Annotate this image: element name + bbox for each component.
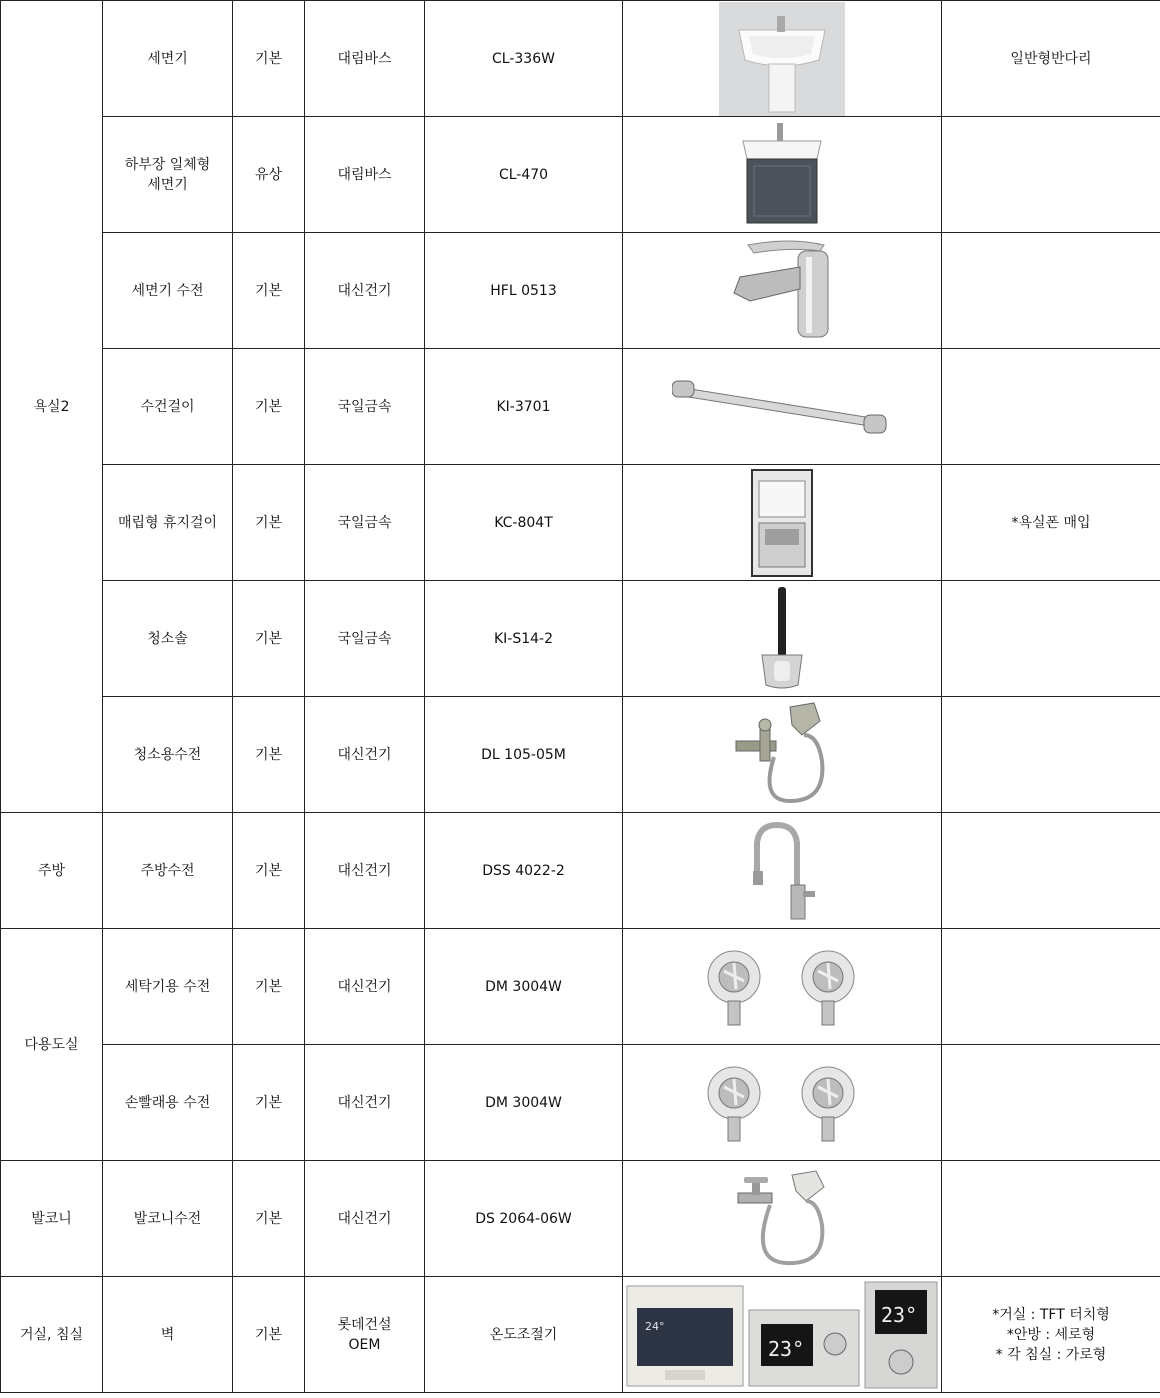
small-display-text: 23° (768, 1336, 805, 1361)
table-row (1, 813, 1160, 929)
spec-cell: 기본 (233, 1277, 305, 1393)
item-cell: 청소솔 (103, 581, 233, 697)
product-image-cell (623, 117, 942, 233)
item-cell: 세탁기용 수전 (103, 929, 233, 1045)
table-row (1, 465, 1160, 581)
table-row (1, 697, 1160, 813)
table-row (1, 581, 1160, 697)
area-cell: 주방 (1, 813, 103, 929)
model-cell: CL-470 (425, 117, 623, 233)
maker-cell: 대신건기 (305, 233, 425, 349)
item-cell: 세면기 (103, 1, 233, 117)
product-image-cell (623, 697, 942, 813)
product-image-cell (623, 1, 942, 117)
panel-temp-text: 24° (645, 1319, 665, 1333)
kitchen-faucet-icon (747, 821, 817, 921)
spec-cell: 기본 (233, 1045, 305, 1161)
spec-cell: 기본 (233, 1, 305, 117)
table-row (1, 1161, 1160, 1277)
vanity-cabinet-basin-icon (737, 123, 827, 227)
item-cell: 하부장 일체형 세면기 (103, 117, 233, 233)
model-cell: DL 105-05M (425, 697, 623, 813)
wall-basin-icon (719, 2, 845, 116)
maker-cell: 롯데건설 OEM (305, 1277, 425, 1393)
note-cell (942, 1045, 1160, 1161)
note-cell: *욕실폰 매입 (942, 465, 1160, 581)
spec-cell: 기본 (233, 465, 305, 581)
area-cell: 다용도실 (1, 929, 103, 1161)
model-cell: CL-336W (425, 1, 623, 117)
model-cell: HFL 0513 (425, 233, 623, 349)
note-cell (942, 233, 1160, 349)
recessed-paper-holder-icon (751, 469, 813, 577)
item-cell: 손빨래용 수전 (103, 1045, 233, 1161)
model-cell: DS 2064-06W (425, 1161, 623, 1277)
table-row (1, 929, 1160, 1045)
item-cell: 수건걸이 (103, 349, 233, 465)
product-image-cell (623, 349, 942, 465)
model-cell: DSS 4022-2 (425, 813, 623, 929)
item-cell: 청소용수전 (103, 697, 233, 813)
model-cell: DM 3004W (425, 929, 623, 1045)
note-cell (942, 581, 1160, 697)
product-image-cell (623, 1045, 942, 1161)
product-image-cell (623, 1277, 942, 1393)
table-row (1, 233, 1160, 349)
note-cell (942, 929, 1160, 1045)
washer-valve-pair-icon (704, 1061, 860, 1145)
maker-cell: 대신건기 (305, 813, 425, 929)
item-cell: 발코니수전 (103, 1161, 233, 1277)
model-cell: KC-804T (425, 465, 623, 581)
note-cell: 일반형반다리 (942, 1, 1160, 117)
spec-cell: 기본 (233, 697, 305, 813)
spec-cell: 기본 (233, 233, 305, 349)
spec-cell: 기본 (233, 581, 305, 697)
note-cell (942, 697, 1160, 813)
model-cell: DM 3004W (425, 1045, 623, 1161)
spec-cell: 기본 (233, 929, 305, 1045)
model-cell: KI-S14-2 (425, 581, 623, 697)
table-row (1, 117, 1160, 233)
table-row (1, 1045, 1160, 1161)
maker-cell: 대신건기 (305, 1161, 425, 1277)
product-image-cell (623, 813, 942, 929)
towel-bar-icon (672, 377, 892, 437)
large-display-text: 23° (881, 1302, 918, 1327)
product-image-cell (623, 581, 942, 697)
maker-cell: 대신건기 (305, 697, 425, 813)
item-cell: 주방수전 (103, 813, 233, 929)
balcony-faucet-icon (730, 1169, 834, 1269)
table-row (1, 1277, 1160, 1393)
maker-cell: 대림바스 (305, 117, 425, 233)
area-cell: 거실, 침실 (1, 1277, 103, 1393)
note-cell (942, 117, 1160, 233)
thermostat-set-icon (625, 1280, 939, 1390)
spec-cell: 기본 (233, 1161, 305, 1277)
item-cell: 매립형 휴지걸이 (103, 465, 233, 581)
basin-faucet-icon (720, 237, 844, 345)
product-image-cell (623, 929, 942, 1045)
product-image-cell (623, 465, 942, 581)
product-image-cell (623, 233, 942, 349)
maker-cell: 대신건기 (305, 1045, 425, 1161)
maker-cell: 국일금속 (305, 349, 425, 465)
maker-cell: 대신건기 (305, 929, 425, 1045)
table-row (1, 1, 1160, 117)
area-cell: 발코니 (1, 1161, 103, 1277)
cleaning-spray-faucet-icon (730, 701, 834, 809)
area-cell: 욕실2 (1, 1, 103, 813)
model-cell: 온도조절기 (425, 1277, 623, 1393)
item-cell: 벽 (103, 1277, 233, 1393)
toilet-brush-icon (754, 585, 810, 693)
maker-cell: 대림바스 (305, 1, 425, 117)
model-cell: KI-3701 (425, 349, 623, 465)
spec-cell: 기본 (233, 349, 305, 465)
note-cell (942, 1161, 1160, 1277)
spec-cell: 유상 (233, 117, 305, 233)
maker-cell: 국일금속 (305, 465, 425, 581)
washer-valve-pair-icon (704, 945, 860, 1029)
spec-cell: 기본 (233, 813, 305, 929)
table-row (1, 349, 1160, 465)
note-cell: *거실 : TFT 터치형 *안방 : 세로형 * 각 침실 : 가로형 (942, 1277, 1160, 1393)
note-cell (942, 813, 1160, 929)
note-cell (942, 349, 1160, 465)
maker-cell: 국일금속 (305, 581, 425, 697)
product-image-cell (623, 1161, 942, 1277)
item-cell: 세면기 수전 (103, 233, 233, 349)
